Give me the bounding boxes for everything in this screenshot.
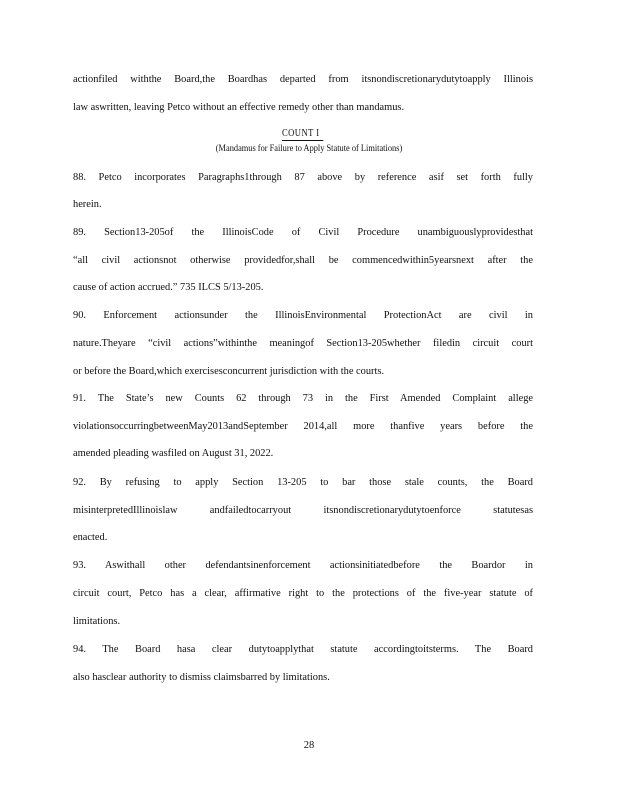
paragraph-91-line-2: violationsoccurringbetweenMay2013andSeptember 2014,all more thanfive years before the — [73, 421, 533, 432]
page-number: 28 — [303, 740, 315, 751]
paragraph-88-line-1: 88. Petco incorporates Paragraphs1through 87 above by reference asif set forth fully — [73, 172, 533, 183]
paragraph-89-line-2: “all civil actionsnot otherwise providedfor,shall be commencedwithin5yearsnext after the — [73, 255, 533, 266]
paragraph-90-line-2: nature.Theyare “civil actions”withinthe meaningof Section13-205whether filedin circuit court — [73, 338, 533, 349]
paragraph-93-line-1: 93. Aswithall other defendantsinenforcement actionsinitiatedbefore the Boardor in — [73, 560, 533, 571]
intro-line-2: law aswritten, leaving Petco without an effective remedy other than mandamus. — [73, 102, 405, 113]
paragraph-94-line-1: 94. The Board hasa clear dutytoapplythat statute accordingtoitsterms. The Board — [73, 644, 533, 655]
paragraph-90-line-3: or before the Board,which exercisesconcurrent jurisdiction with the courts. — [73, 366, 385, 377]
paragraph-92-line-3: enacted. — [73, 532, 108, 543]
paragraph-88-line-2: herein. — [73, 199, 102, 210]
count-title: COUNT I — [282, 128, 323, 141]
paragraph-89-line-1: 89. Section13-205of the IllinoisCode of Civil Procedure unambiguouslyprovidesthat — [73, 227, 533, 238]
intro-line-1: actionfiled withthe Board,the Boardhas departed from itsnondiscretionarydutytoapply Illinois — [73, 74, 533, 85]
paragraph-93-line-3: limitations. — [73, 616, 121, 627]
paragraph-94-line-2: also hasclear authority to dismiss claimsbarred by limitations. — [73, 672, 330, 683]
paragraph-89-line-3: cause of action accrued.” 735 ILCS 5/13-205. — [73, 282, 264, 293]
paragraph-92-line-2: misinterpretedIllinoislaw andfailedtocarryout itsnondiscretionarydutytoenforce statutesas — [73, 505, 533, 516]
paragraph-90-line-1: 90. Enforcement actionsunder the IllinoisEnvironmental ProtectionAct are civil in — [73, 310, 533, 321]
paragraph-92-line-1: 92. By refusing to apply Section 13-205 to bar those stale counts, the Board — [73, 477, 533, 488]
paragraph-91-line-1: 91. The State’s new Counts 62 through 73 in the First Amended Complaint allege — [73, 393, 533, 404]
count-subtitle: (Mandamus for Failure to Apply Statute of Limitations) — [215, 144, 403, 154]
paragraph-91-line-3: amended pleading wasfiled on August 31, 2022. — [73, 448, 274, 459]
paragraph-93-line-2: circuit court, Petco has a clear, affirmative right to the protections of the five-year statute of — [73, 588, 533, 599]
